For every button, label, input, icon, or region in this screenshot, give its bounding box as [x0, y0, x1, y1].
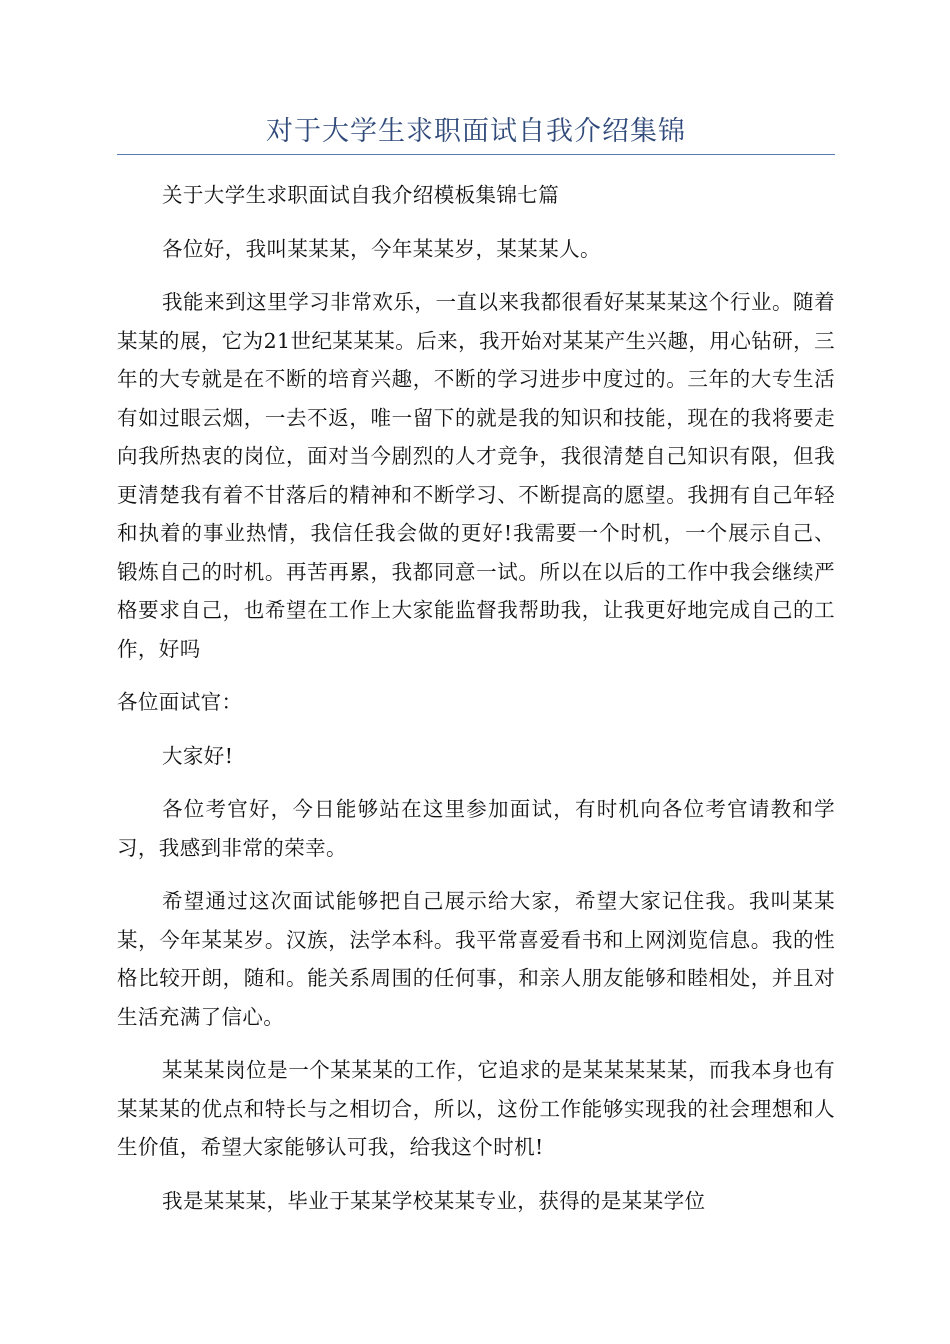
paragraph-intro-body: 我能来到这里学习非常欢乐，一直以来我都很看好某某某这个行业。随着某某的展，它为21世纪某某某。后来，我开始对某某产生兴趣，用心钻研，三年的大专就是在不断的培育兴趣，不断的学习进步中度过的。三年的大专生活有如过眼云烟，一去不返，唯一留下的就是我的知识和技能，现在的我将要走向我所热衷的岗位，面对当今剧烈的人才竞争，我很清楚自己知识有限，但我更清楚我有着不甘落后的精神和不断学习、不断提高的愿望。我拥有自己年轻和执着的事业热情，我信任我会做的更好!我需要一个时机，一个展示自己、锻炼自己的时机。再苦再累，我都同意一试。所以在以后的工作中我会继续严格要求自己，也希望在工作上大家能监督我帮助我，让我更好地完成自己的工作，好吗 [117, 290, 835, 661]
document-body [117, 176, 835, 1235]
paragraph-greeting: 各位好，我叫某某某，今年某某岁，某某某人。 [162, 236, 601, 261]
document-title: 对于大学生求职面试自我介绍集锦 [266, 116, 686, 147]
paragraph-honor: 各位考官好，今日能够站在这里参加面试，有时机向各位考官请教和学习，我感到非常的荣幸。 [117, 797, 835, 860]
paragraph-hello: 大家好! [162, 743, 234, 768]
paragraph-subtitle: 关于大学生求职面试自我介绍模板集锦七篇 [162, 183, 560, 207]
paragraph-self-intro: 希望通过这次面试能够把自己展示给大家，希望大家记住我。我叫某某某，今年某某岁。汉族，法学本科。我平常喜爱看书和上网浏览信息。我的性格比较开朗，随和。能关系周围的任何事，和亲人朋友能够和睦相处，并且对生活充满了信心。 [117, 889, 835, 1029]
paragraph-graduation: 我是某某某，毕业于某某学校某某专业，获得的是某某学位 [162, 1188, 706, 1213]
paragraph-position: 某某某岗位是一个某某某的工作，它追求的是某某某某某，而我本身也有某某某的优点和特长与之相切合，所以，这份工作能够实现我的社会理想和人生价值，希望大家能够认可我，给我这个时机! [117, 1058, 835, 1159]
paragraph-salutation: 各位面试官： [117, 690, 243, 714]
title-underline [117, 154, 835, 155]
